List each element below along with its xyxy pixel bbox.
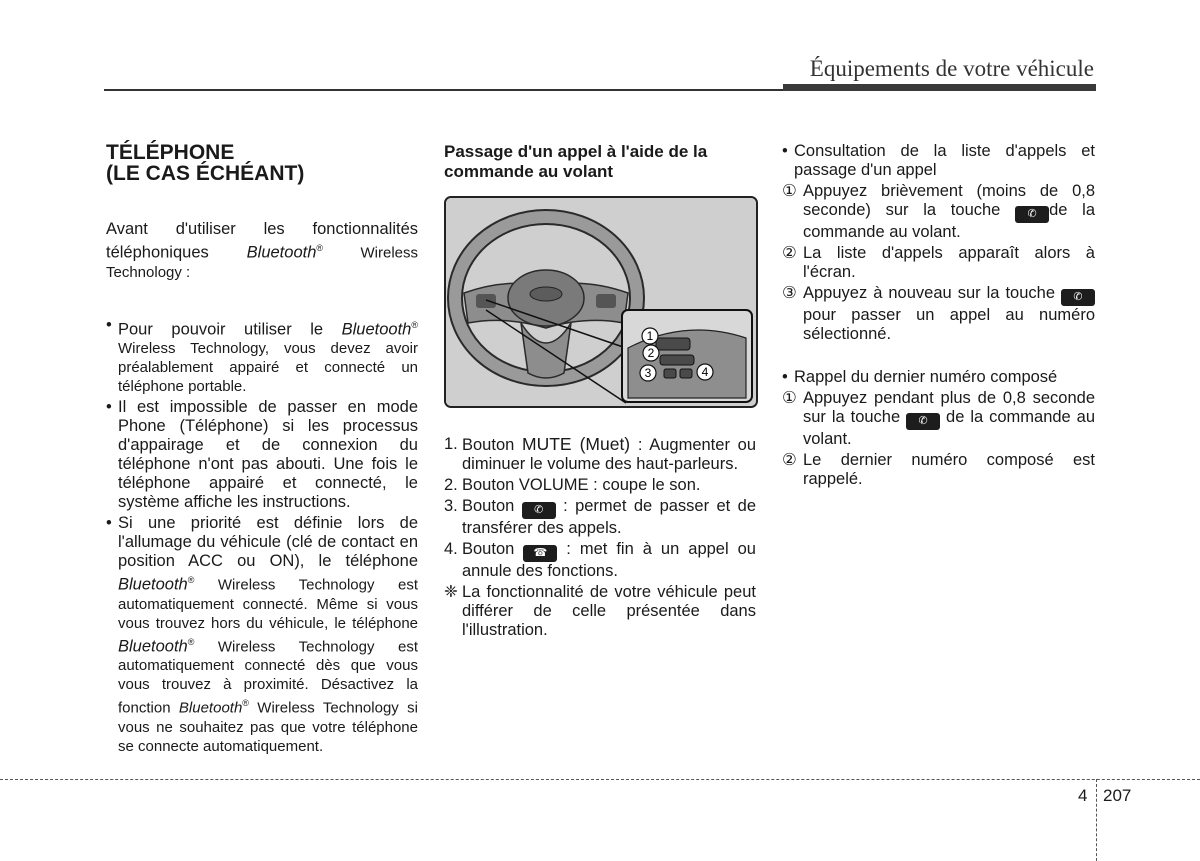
list-item [444,497,756,538]
item-text: Wireless Technology est automatiquement connecté. Même si vous vous trouvez hors du véhicule, le téléphone [118,576,418,632]
section-heading-line1: TÉLÉPHONE [106,141,235,164]
item-text: Pour pouvoir utiliser le [118,320,342,338]
chapter-number: 4 [1078,786,1088,805]
callout-2: 2 [647,346,655,360]
bullet-redial: • Rappel du dernier numéro composé [782,368,1095,387]
bullet-call-list: • Consultation de la liste d'appels et passage d'un appel [782,142,1095,180]
bluetooth-term: Bluetooth [246,243,317,262]
section-heading [106,142,418,184]
list-item [106,514,418,756]
item-text: Wireless Technology, vous devez avoir préalablement appairé et connecté un téléphone portable. [118,340,418,395]
callout-4: 4 [701,365,709,379]
registered-mark: ® [316,243,324,253]
phone-end-icon: ☎ [523,545,557,562]
phone-call-icon: ✆ [1015,206,1049,223]
item-text: : permet de passer et de transférer des appels. [462,497,756,537]
header-rule-accent [783,84,1096,91]
registered-mark: ® [411,319,418,330]
bullet-list [106,316,418,756]
item-text: Bouton [462,497,522,515]
intro-text: Avant d'utiliser les fonctionnalités téléphoniques [106,220,418,262]
list-item [444,476,756,495]
section-heading-line2: (LE CAS ÉCHÉANT) [106,162,305,185]
intro-paragraph [106,220,418,282]
item-text: Bouton [462,436,523,454]
bluetooth-term: Bluetooth [118,575,188,594]
item-text: : Augmenter ou diminuer le volume des haut-parleurs. [462,436,756,473]
step-text: Le dernier numéro composé est rappelé. [803,451,1095,488]
step-number: ② [782,451,797,469]
step-text: de la commande au volant. [803,408,1096,448]
item-text: La fonctionnalité de votre véhicule peut différer de celle présentée dans l'illustration. [462,583,756,639]
step-item [782,182,1095,242]
header-title: Équipements de votre véhicule [809,56,1094,81]
list-item [106,398,418,512]
phone-call-icon: ✆ [906,413,940,430]
item-number: 3. [444,497,458,515]
list-item [444,540,756,581]
step-number: ③ [782,284,797,302]
list-item [444,583,756,640]
step-number: ① [782,182,797,200]
item-text: Si une priorité est définie lors de l'allumage du véhicule (clé de contact en position ACC ou ON), le téléphone [118,514,418,570]
list-item [106,316,418,397]
mute-label: MUTE (Muet) [522,434,631,454]
column-left [106,142,418,758]
item-text: Il est impossible de passer en mode Phone (Téléphone) si les processus d'appairage et de connexion du téléphone n'ont pas abouti. Une fois le téléphone appairé et connecté, le système affiche les instructions. [118,398,418,511]
item-number: 1. [444,435,458,453]
step-number: ② [782,244,797,262]
footer-rule [0,779,1200,780]
step-text: La liste d'appels apparaît alors à l'écran. [803,244,1095,281]
item-text: Wireless Technology si vous ne souhaitez pas que votre téléphone se connecte automatiquement. [118,699,418,755]
step-item [782,284,1095,344]
bluetooth-term: Bluetooth [341,320,412,338]
item-text: Bouton VOLUME : coupe le son. [462,476,701,494]
note-mark: ❈ [444,583,458,601]
button-list [444,435,756,640]
list-item [444,435,756,474]
step-item [782,451,1095,489]
step-item [782,244,1095,282]
page-number: 207 [1103,786,1132,805]
step-text: Appuyez à nouveau sur la touche [803,284,1061,302]
registered-mark: ® [242,698,249,708]
item-text: Wireless Technology est automatiquement connecté dès que vous vous trouvez à proximité. Désactivez la fonction [118,638,418,717]
item-number: 2. [444,476,458,494]
item-text: : met fin à un appel ou annule des fonctions. [462,540,756,580]
item-text: Bouton [462,540,524,558]
callout-3: 3 [644,366,652,380]
step-text: de la commande au volant. [803,201,1095,241]
step-text: Appuyez pendant plus de 0,8 seconde sur la touche [803,389,1095,426]
step-item [782,389,1095,449]
callout-1: 1 [646,329,654,343]
registered-mark: ® [187,636,195,647]
subsection-heading: Passage d'un appel à l'aide de la commande au volant [444,142,708,181]
intro-text-end: Wireless Technology : [106,244,419,281]
step-number: ① [782,389,797,407]
column-right [782,142,1095,491]
phone-call-icon: ✆ [522,502,556,519]
step-text: pour passer un appel au numéro sélectionné. [803,306,1095,343]
column-middle [444,142,756,642]
footer-divider [1096,779,1097,861]
bluetooth-term: Bluetooth [118,637,188,655]
steering-wheel-icon [446,198,756,406]
bluetooth-term: Bluetooth [178,699,243,717]
phone-call-icon: ✆ [1061,289,1095,306]
registered-mark: ® [187,575,195,585]
step-text: Appuyez brièvement (moins de 0,8 seconde) sur la touche [803,182,1095,219]
item-number: 4. [444,540,458,558]
steering-wheel-illustration [444,196,758,408]
